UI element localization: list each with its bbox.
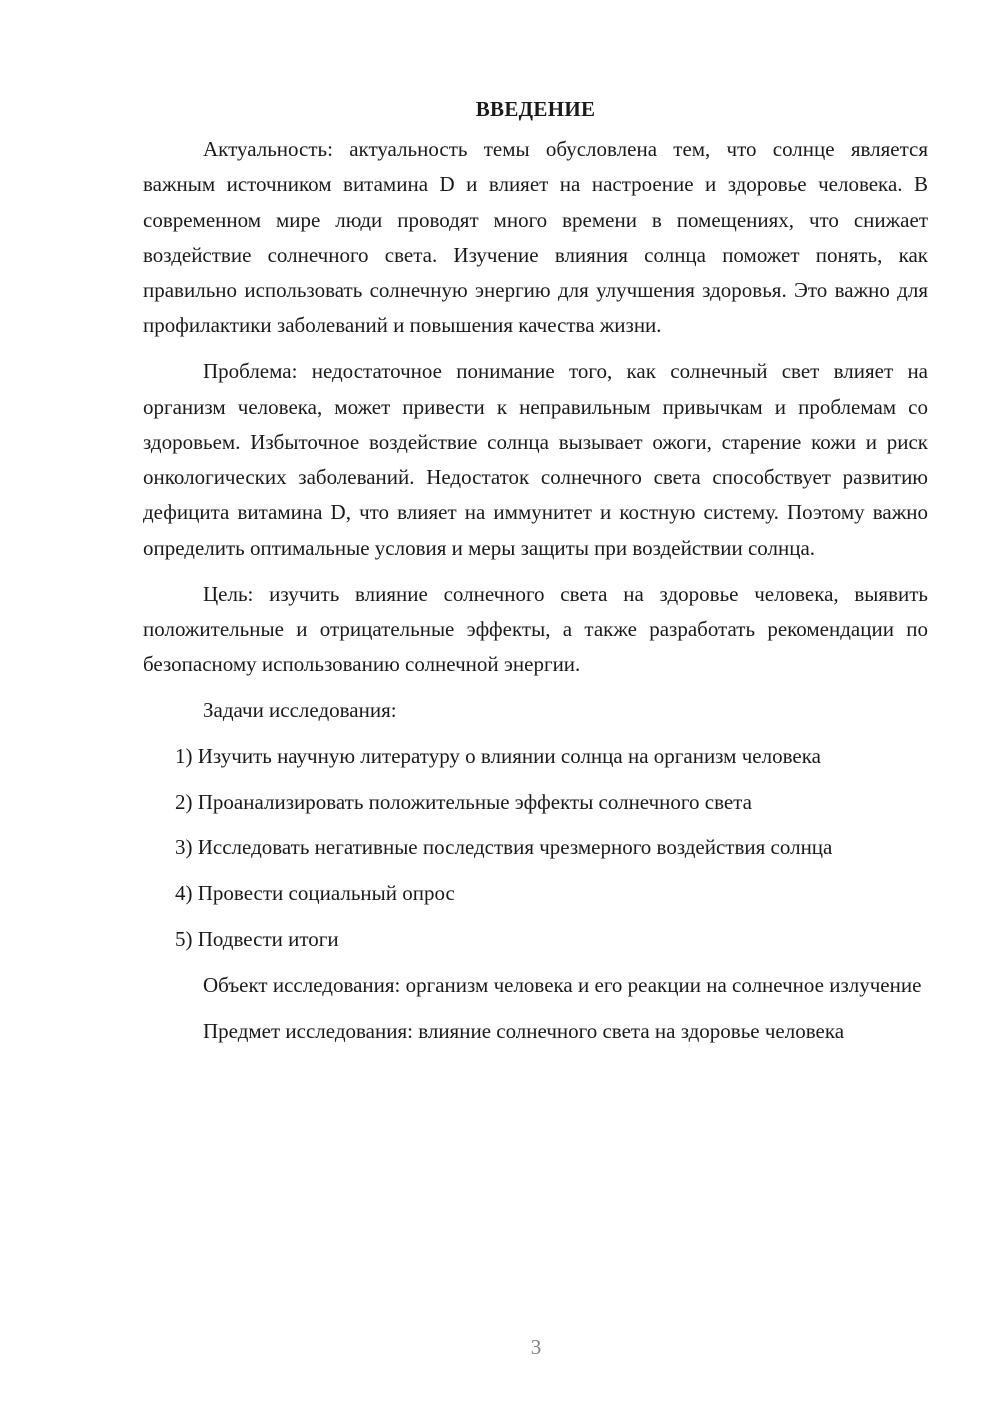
paragraph-goal: Цель: изучить влияние солнечного света на здоровье человека, выявить положительные и отрицательные эффекты, а также разработать рекомендации по безопасному использованию солнечной энергии.	[143, 581, 928, 677]
paragraph-object: Объект исследования: организм человека и его реакции на солнечное излучение	[203, 972, 922, 997]
task-item-4: 4) Провести социальный опрос	[175, 881, 455, 906]
task-item-1: 1) Изучить научную литературу о влиянии солнца на организм человека	[175, 743, 821, 768]
task-item-3: 3) Исследовать негативные последствия чрезмерного воздействия солнца	[175, 835, 833, 860]
task-item-2: 2) Проанализировать положительные эффекты солнечного света	[175, 789, 752, 814]
page-number: 3	[530, 1335, 542, 1359]
page-title: ВВЕДЕНИЕ	[475, 97, 596, 121]
document-page	[143, 92, 928, 1059]
task-item-5: 5) Подвести итоги	[175, 926, 339, 951]
tasks-heading: Задачи исследования:	[203, 697, 397, 722]
paragraph-subject: Предмет исследования: влияние солнечного света на здоровье человека	[203, 1018, 845, 1043]
paragraph-relevance: Актуальность: актуальность темы обусловлена тем, что солнце является важным источником витамина D и влияет на настроение и здоровье человека. В современном мире люди проводят много времени в помещениях, что снижает воздействие солнечного света. Изучение влияния солнца поможет понять, как правильно использовать солнечную энергию для улучшения здоровья. Это важно для профилактики заболеваний и повышения качества жизни.	[143, 137, 928, 338]
paragraph-problem: Проблема: недостаточное понимание того, как солнечный свет влияет на организм человека, может привести к неправильным привычкам и проблемам со здоровьем. Избыточное воздействие солнца вызывает ожоги, старение кожи и риск онкологических заболеваний. Недостаток солнечного света способствует развитию дефицита витамина D, что влияет на иммунитет и костную систему. Поэтому важно определить оптимальные условия и меры защиты при воздействии солнца.	[143, 359, 928, 560]
